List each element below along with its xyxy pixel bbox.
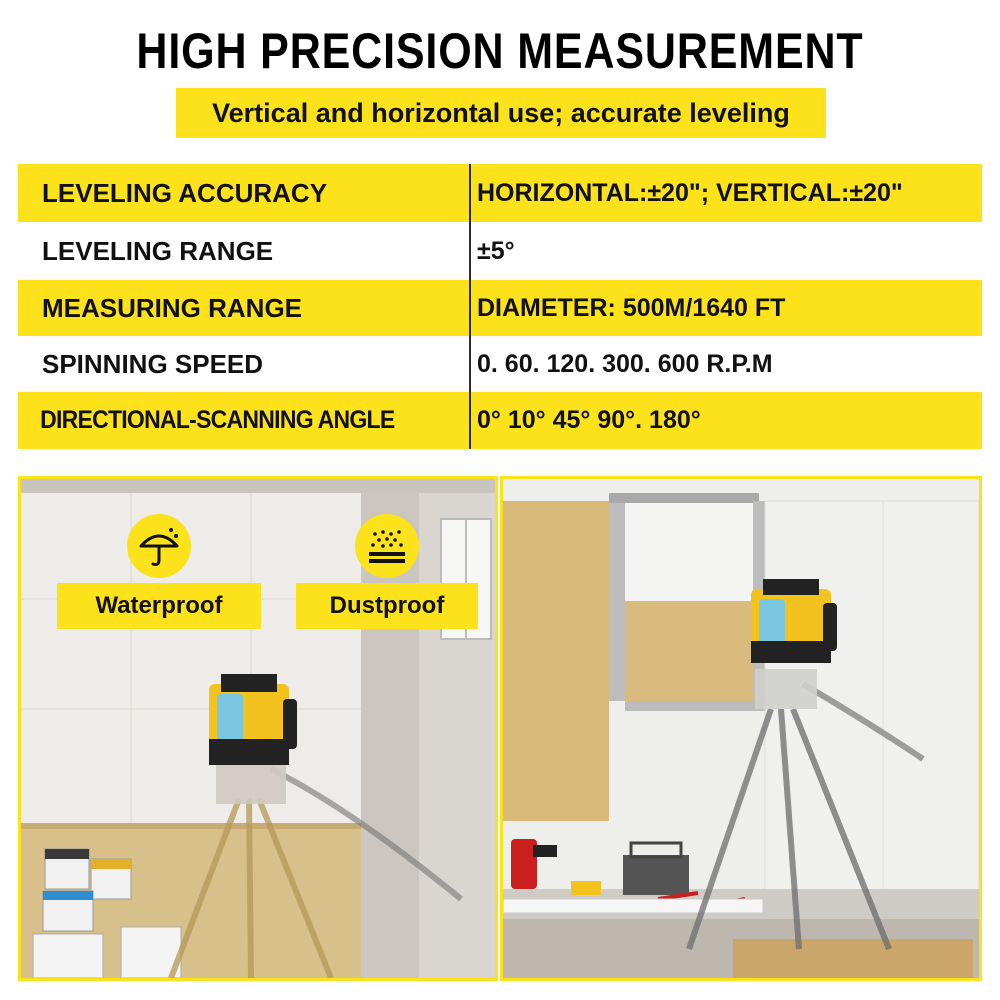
spec-row-leveling-range [18, 222, 982, 280]
spec-value: DIAMETER: 500M/1640 FT [477, 293, 786, 322]
spec-label: MEASURING RANGE [42, 292, 303, 323]
dust-icon-badge [355, 514, 419, 578]
subtitle-text: Vertical and horizontal use; accurate leveling [212, 97, 790, 128]
spec-row-scanning-angle [18, 392, 982, 449]
spec-label: DIRECTIONAL-SCANNING ANGLE [40, 406, 395, 434]
spec-value: ±5° [477, 236, 515, 265]
spec-row-leveling-accuracy [18, 164, 982, 222]
spec-value: 0. 60. 120. 300. 600 R.P.M [477, 349, 773, 378]
spec-label: SPINNING SPEED [42, 348, 264, 379]
spec-row-measuring-range [18, 280, 982, 336]
construction-illustration [503, 479, 979, 978]
spec-value: HORIZONTAL:±20"; VERTICAL:±20" [477, 178, 903, 207]
photo-interior-room [18, 476, 498, 981]
table-divider [469, 164, 471, 449]
feature-label-waterproof: Waterproof [57, 583, 261, 629]
room-illustration [21, 479, 495, 978]
umbrella-icon-badge [127, 514, 191, 578]
spec-label: LEVELING ACCURACY [42, 177, 328, 208]
spec-value: 0° 10° 45° 90°. 180° [477, 406, 701, 434]
photo-construction-site [500, 476, 982, 981]
page-title: HIGH PRECISION MEASUREMENT [136, 23, 864, 79]
spec-table [18, 164, 982, 449]
umbrella-icon [127, 514, 191, 578]
subtitle-banner [176, 88, 826, 138]
spec-row-spinning-speed [18, 336, 982, 392]
spec-label: LEVELING RANGE [42, 235, 274, 266]
dust-icon [355, 514, 419, 578]
feature-label-dustproof: Dustproof [296, 583, 478, 629]
